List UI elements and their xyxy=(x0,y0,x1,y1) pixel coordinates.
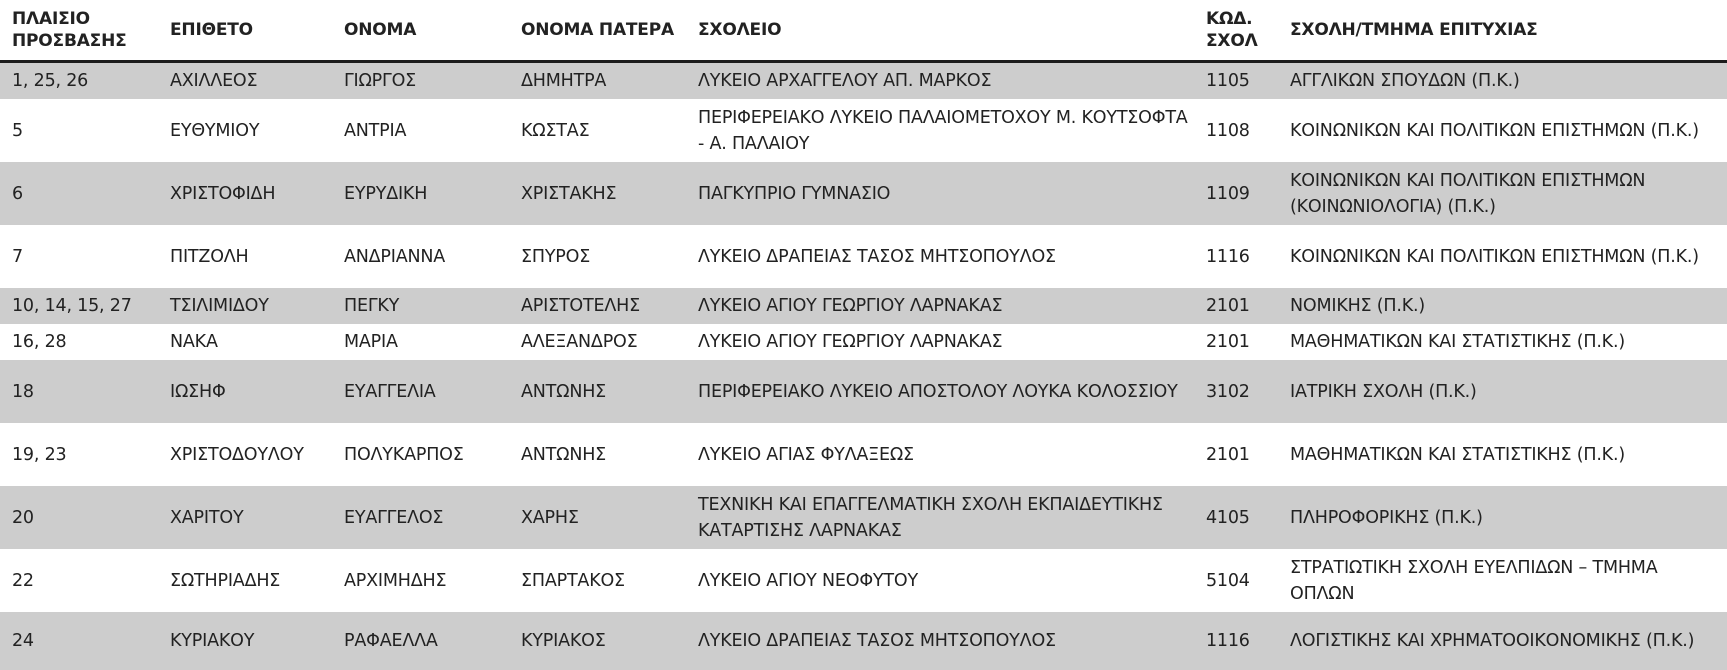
cell-surname: ΚΥΡΙΑΚΟΥ xyxy=(158,612,332,670)
cell-code: 4105 xyxy=(1194,486,1278,549)
cell-surname: ΧΡΙΣΤΟΦΙΔΗ xyxy=(158,162,332,225)
cell-faculty: ΙΑΤΡΙΚΗ ΣΧΟΛΗ (Π.Κ.) xyxy=(1278,360,1727,423)
cell-name: ΑΡΧΙΜΗΔΗΣ xyxy=(332,549,509,612)
cell-school: ΠΑΓΚΥΠΡΙΟ ΓΥΜΝΑΣΙΟ xyxy=(686,162,1194,225)
cell-code: 1109 xyxy=(1194,162,1278,225)
cell-code: 5104 xyxy=(1194,549,1278,612)
cell-faculty: ΣΤΡΑΤΙΩΤΙΚΗ ΣΧΟΛΗ ΕΥΕΛΠΙΔΩΝ – ΤΜΗΜΑ ΟΠΛΩΝ xyxy=(1278,549,1727,612)
table-row xyxy=(0,486,1727,549)
header-access-frame xyxy=(0,0,158,62)
cell-code: 1108 xyxy=(1194,99,1278,162)
cell-name: ΕΥΑΓΓΕΛΟΣ xyxy=(332,486,509,549)
cell-frame: 6 xyxy=(0,162,158,225)
cell-father: ΔΗΜΗΤΡΑ xyxy=(509,62,686,100)
cell-code: 3102 xyxy=(1194,360,1278,423)
cell-frame: 1, 25, 26 xyxy=(0,62,158,100)
header-access-frame-line2: ΠΡΟΣΒΑΣΗΣ xyxy=(12,31,127,51)
cell-father: ΑΛΕΞΑΝΔΡΟΣ xyxy=(509,324,686,360)
header-faculty: ΣΧΟΛΗ/ΤΜΗΜΑ ΕΠΙΤΥΧΙΑΣ xyxy=(1278,0,1727,62)
cell-school: ΛΥΚΕΙΟ ΔΡΑΠΕΙΑΣ ΤΑΣΟΣ ΜΗΤΣΟΠΟΥΛΟΣ xyxy=(686,225,1194,288)
cell-frame: 24 xyxy=(0,612,158,670)
table-header xyxy=(0,0,1727,62)
cell-frame: 5 xyxy=(0,99,158,162)
cell-name: ΑΝΔΡΙΑΝΝΑ xyxy=(332,225,509,288)
cell-faculty: ΚΟΙΝΩΝΙΚΩΝ ΚΑΙ ΠΟΛΙΤΙΚΩΝ ΕΠΙΣΤΗΜΩΝ (ΚΟΙΝΩΝΙΟΛΟΓΙΑ) (Π.Κ.) xyxy=(1278,162,1727,225)
cell-school: ΠΕΡΙΦΕΡΕΙΑΚΟ ΛΥΚΕΙΟ ΠΑΛΑΙΟΜΕΤΟΧΟΥ Μ. ΚΟΥΤΣΟΦΤΑ - Α. ΠΑΛΑΙΟΥ xyxy=(686,99,1194,162)
cell-surname: ΕΥΘΥΜΙΟΥ xyxy=(158,99,332,162)
cell-faculty: ΚΟΙΝΩΝΙΚΩΝ ΚΑΙ ΠΟΛΙΤΙΚΩΝ ΕΠΙΣΤΗΜΩΝ (Π.Κ.) xyxy=(1278,225,1727,288)
cell-school: ΛΥΚΕΙΟ ΑΡΧΑΓΓΕΛΟΥ ΑΠ. ΜΑΡΚΟΣ xyxy=(686,62,1194,100)
cell-code: 2101 xyxy=(1194,324,1278,360)
cell-frame: 20 xyxy=(0,486,158,549)
cell-school: ΛΥΚΕΙΟ ΑΓΙΟΥ ΓΕΩΡΓΙΟΥ ΛΑΡΝΑΚΑΣ xyxy=(686,288,1194,324)
cell-frame: 18 xyxy=(0,360,158,423)
cell-school: ΛΥΚΕΙΟ ΑΓΙΟΥ ΓΕΩΡΓΙΟΥ ΛΑΡΝΑΚΑΣ xyxy=(686,324,1194,360)
table-row xyxy=(0,549,1727,612)
cell-school: ΛΥΚΕΙΟ ΑΓΙΑΣ ΦΥΛΑΞΕΩΣ xyxy=(686,423,1194,486)
cell-name: ΠΕΓΚΥ xyxy=(332,288,509,324)
cell-father: ΣΠΑΡΤΑΚΟΣ xyxy=(509,549,686,612)
cell-school: ΛΥΚΕΙΟ ΔΡΑΠΕΙΑΣ ΤΑΣΟΣ ΜΗΤΣΟΠΟΥΛΟΣ xyxy=(686,612,1194,670)
cell-school: ΠΕΡΙΦΕΡΕΙΑΚΟ ΛΥΚΕΙΟ ΑΠΟΣΤΟΛΟΥ ΛΟΥΚΑ ΚΟΛΟΣΣΙΟΥ xyxy=(686,360,1194,423)
cell-surname: ΧΡΙΣΤΟΔΟΥΛΟΥ xyxy=(158,423,332,486)
cell-frame: 10, 14, 15, 27 xyxy=(0,288,158,324)
cell-school: ΛΥΚΕΙΟ ΑΓΙΟΥ ΝΕΟΦΥΤΟΥ xyxy=(686,549,1194,612)
cell-father: ΑΝΤΩΝΗΣ xyxy=(509,423,686,486)
cell-father: ΚΩΣΤΑΣ xyxy=(509,99,686,162)
cell-frame: 22 xyxy=(0,549,158,612)
cell-code: 1116 xyxy=(1194,225,1278,288)
table-row xyxy=(0,99,1727,162)
cell-faculty: ΚΟΙΝΩΝΙΚΩΝ ΚΑΙ ΠΟΛΙΤΙΚΩΝ ΕΠΙΣΤΗΜΩΝ (Π.Κ.) xyxy=(1278,99,1727,162)
table-row xyxy=(0,62,1727,100)
cell-faculty: ΜΑΘΗΜΑΤΙΚΩΝ ΚΑΙ ΣΤΑΤΙΣΤΙΚΗΣ (Π.Κ.) xyxy=(1278,324,1727,360)
cell-frame: 7 xyxy=(0,225,158,288)
cell-faculty: ΝΟΜΙΚΗΣ (Π.Κ.) xyxy=(1278,288,1727,324)
cell-faculty: ΛΟΓΙΣΤΙΚΗΣ ΚΑΙ ΧΡΗΜΑΤΟΟΙΚΟΝΟΜΙΚΗΣ (Π.Κ.) xyxy=(1278,612,1727,670)
cell-father: ΧΑΡΗΣ xyxy=(509,486,686,549)
cell-father: ΧΡΙΣΤΑΚΗΣ xyxy=(509,162,686,225)
cell-frame: 16, 28 xyxy=(0,324,158,360)
cell-name: ΜΑΡΙΑ xyxy=(332,324,509,360)
cell-name: ΕΥΡΥΔΙΚΗ xyxy=(332,162,509,225)
cell-name: ΓΙΩΡΓΟΣ xyxy=(332,62,509,100)
cell-surname: ΤΣΙΛΙΜΙΔΟΥ xyxy=(158,288,332,324)
cell-frame: 19, 23 xyxy=(0,423,158,486)
cell-surname: ΝΑΚΑ xyxy=(158,324,332,360)
cell-father: ΚΥΡΙΑΚΟΣ xyxy=(509,612,686,670)
header-father-name: ΟΝΟΜΑ ΠΑΤΕΡΑ xyxy=(509,0,686,62)
table-row xyxy=(0,225,1727,288)
cell-code: 2101 xyxy=(1194,288,1278,324)
table-row xyxy=(0,324,1727,360)
cell-surname: ΙΩΣΗΦ xyxy=(158,360,332,423)
cell-name: ΠΟΛΥΚΑΡΠΟΣ xyxy=(332,423,509,486)
cell-faculty: ΑΓΓΛΙΚΩΝ ΣΠΟΥΔΩΝ (Π.Κ.) xyxy=(1278,62,1727,100)
cell-school: ΤΕΧΝΙΚΗ ΚΑΙ ΕΠΑΓΓΕΛΜΑΤΙΚΗ ΣΧΟΛΗ ΕΚΠΑΙΔΕΥΤΙΚΗΣ ΚΑΤΑΡΤΙΣΗΣ ΛΑΡΝΑΚΑΣ xyxy=(686,486,1194,549)
header-access-frame-line1: ΠΛΑΙΣΙΟ xyxy=(12,9,90,29)
table-row xyxy=(0,423,1727,486)
cell-name: ΑΝΤΡΙΑ xyxy=(332,99,509,162)
cell-father: ΣΠΥΡΟΣ xyxy=(509,225,686,288)
cell-father: ΑΡΙΣΤΟΤΕΛΗΣ xyxy=(509,288,686,324)
header-school-code xyxy=(1194,0,1278,62)
cell-name: ΕΥΑΓΓΕΛΙΑ xyxy=(332,360,509,423)
table-row xyxy=(0,612,1727,670)
table-body xyxy=(0,62,1727,670)
table-row xyxy=(0,162,1727,225)
header-name: ΟΝΟΜΑ xyxy=(332,0,509,62)
cell-code: 2101 xyxy=(1194,423,1278,486)
table-row xyxy=(0,360,1727,423)
header-school-code-line2: ΣΧΟΛ xyxy=(1206,31,1258,51)
header-school: ΣΧΟΛΕΙΟ xyxy=(686,0,1194,62)
cell-father: ΑΝΤΩΝΗΣ xyxy=(509,360,686,423)
cell-surname: ΣΩΤΗΡΙΑΔΗΣ xyxy=(158,549,332,612)
header-surname: ΕΠΙΘΕΤΟ xyxy=(158,0,332,62)
header-school-code-line1: ΚΩΔ. xyxy=(1206,9,1252,29)
cell-faculty: ΠΛΗΡΟΦΟΡΙΚΗΣ (Π.Κ.) xyxy=(1278,486,1727,549)
cell-surname: ΠΙΤΖΟΛΗ xyxy=(158,225,332,288)
cell-code: 1105 xyxy=(1194,62,1278,100)
cell-code: 1116 xyxy=(1194,612,1278,670)
cell-faculty: ΜΑΘΗΜΑΤΙΚΩΝ ΚΑΙ ΣΤΑΤΙΣΤΙΚΗΣ (Π.Κ.) xyxy=(1278,423,1727,486)
cell-surname: ΑΧΙΛΛΕΟΣ xyxy=(158,62,332,100)
cell-surname: ΧΑΡΙΤΟΥ xyxy=(158,486,332,549)
table-row xyxy=(0,288,1727,324)
cell-name: ΡΑΦΑΕΛΛΑ xyxy=(332,612,509,670)
header-row xyxy=(0,0,1727,62)
